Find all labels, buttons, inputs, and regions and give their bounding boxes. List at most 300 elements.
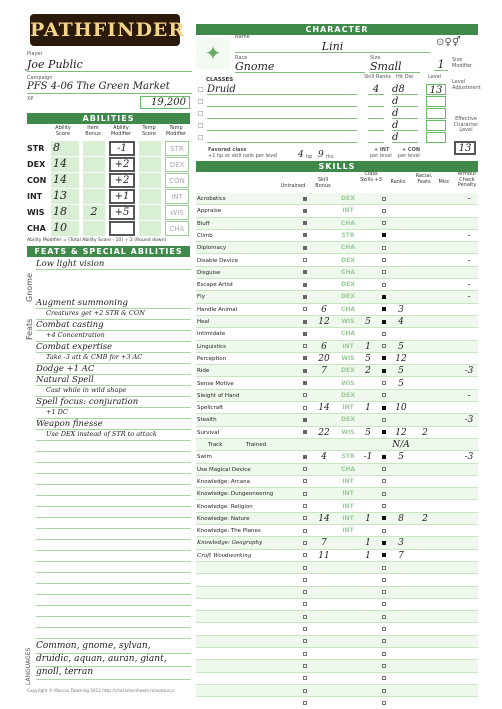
- skill-row[interactable]: [196, 242, 478, 254]
- class-skill-checkbox-icon[interactable]: [382, 218, 386, 230]
- ability-abbrev: WIS: [341, 354, 355, 362]
- feat-description[interactable]: Cast while in wild shape: [36, 386, 191, 397]
- class-checkbox-icon[interactable]: □: [198, 122, 204, 129]
- class-skill-checkbox-icon[interactable]: [382, 476, 386, 488]
- class-ranks-field[interactable]: [368, 132, 384, 143]
- skill-row[interactable]: [196, 599, 478, 611]
- untrained-marker-icon: [303, 279, 307, 291]
- classes-label: CLASSES: [206, 77, 234, 83]
- class-hit-die-field[interactable]: d: [392, 96, 418, 107]
- feat-blank-line[interactable]: [36, 496, 191, 507]
- col-untrained: Untrained: [280, 183, 306, 189]
- feat-blank-line[interactable]: [36, 452, 191, 463]
- armour-check-field[interactable]: -3: [464, 366, 474, 377]
- skill-bonus-field[interactable]: 6: [321, 304, 327, 315]
- armour-check-field[interactable]: -: [467, 230, 471, 241]
- feat-blank-line[interactable]: [36, 507, 191, 518]
- ability-mod-field[interactable]: 1: [365, 513, 371, 524]
- untrained-marker-icon: [303, 451, 307, 463]
- class-skill-checkbox-icon[interactable]: [382, 648, 386, 660]
- feat-description[interactable]: Use DEX instead of STR to attack: [36, 430, 191, 441]
- skill-row[interactable]: [196, 279, 478, 291]
- skill-name: Knowledge: Religion: [197, 503, 253, 510]
- character-name-field[interactable]: Lini: [235, 40, 430, 53]
- item-bonus-field[interactable]: [83, 157, 105, 172]
- class-level-field[interactable]: [426, 132, 446, 143]
- ability-row-wis: [27, 205, 190, 221]
- item-bonus-field[interactable]: 2: [83, 205, 105, 220]
- ability-modifier-field[interactable]: +2: [109, 157, 135, 172]
- ranks-field[interactable]: 5: [398, 378, 404, 389]
- ranks-field[interactable]: 12: [395, 427, 407, 438]
- player-field[interactable]: Joe Public: [27, 58, 192, 72]
- skill-row[interactable]: [196, 550, 478, 562]
- skill-name: Linguistics: [197, 343, 227, 350]
- feat-name[interactable]: Dodge +1 AC: [36, 364, 191, 375]
- skill-row[interactable]: [196, 316, 478, 328]
- class-name-field[interactable]: [207, 96, 357, 107]
- class-skill-checkbox-icon[interactable]: [382, 488, 386, 500]
- feat-blank-line[interactable]: [36, 463, 191, 474]
- feat-name[interactable]: Augment summoning: [36, 298, 191, 309]
- feat-name[interactable]: Weapon finesse: [36, 419, 191, 430]
- skill-row[interactable]: [196, 501, 478, 513]
- class-name-field[interactable]: [207, 120, 357, 131]
- feat-name[interactable]: Combat casting: [36, 320, 191, 331]
- skill-row[interactable]: [196, 587, 478, 599]
- temp-score-field[interactable]: [139, 141, 161, 156]
- size-field[interactable]: Small: [370, 60, 420, 73]
- skill-ranks-label: Skill Ranks: [364, 74, 391, 80]
- feat-description[interactable]: +4 Concentration: [36, 331, 191, 342]
- xp-field[interactable]: 19,200: [140, 96, 190, 109]
- favored-ranks[interactable]: 9: [318, 150, 324, 160]
- class-hit-die-field[interactable]: d: [392, 132, 418, 143]
- temp-modifier-field[interactable]: INT: [165, 189, 189, 204]
- skill-row[interactable]: [196, 304, 478, 316]
- skill-row[interactable]: [196, 476, 478, 488]
- ability-abbrev: CHA: [340, 268, 356, 276]
- skill-row[interactable]: [196, 488, 478, 500]
- ability-abbrev: CHA: [340, 330, 356, 338]
- skill-name: Ride: [197, 368, 210, 375]
- class-skill-checked-icon[interactable]: [382, 304, 386, 316]
- feat-blank-line[interactable]: [36, 617, 191, 628]
- feat-blank-line[interactable]: [36, 595, 191, 606]
- ability-abbrev: STR: [341, 231, 355, 239]
- class-skill-checked-icon[interactable]: [382, 291, 386, 303]
- class-checkbox-icon[interactable]: □: [198, 98, 204, 105]
- ability-name: DEX: [27, 160, 46, 169]
- skill-row[interactable]: [196, 267, 478, 279]
- feat-blank-line[interactable]: [36, 562, 191, 573]
- skill-row[interactable]: [196, 660, 478, 672]
- ability-abbrev: DEX: [341, 391, 355, 399]
- temp-modifier-field[interactable]: WIS: [165, 205, 189, 220]
- skill-row[interactable]: [196, 525, 478, 537]
- temp-modifier-field[interactable]: CON: [165, 173, 189, 188]
- class-skill-checkbox-icon[interactable]: [382, 697, 386, 709]
- feat-blank-line[interactable]: [36, 529, 191, 540]
- untrained-marker-icon: [303, 193, 307, 205]
- ranks-field[interactable]: 3: [398, 538, 404, 549]
- ability-modifier-field[interactable]: -1: [109, 141, 135, 156]
- ability-abbrev: INT: [342, 490, 354, 498]
- class-skill-checkbox-icon[interactable]: [382, 611, 386, 623]
- class-skill-checked-icon[interactable]: [382, 427, 386, 439]
- skill-row[interactable]: [196, 624, 478, 636]
- class-skill-checked-icon[interactable]: [382, 550, 386, 562]
- class-skill-checkbox-icon[interactable]: [382, 525, 386, 537]
- skill-row[interactable]: [196, 328, 478, 340]
- class-skill-checked-icon[interactable]: [382, 513, 386, 525]
- untrained-marker-icon: [303, 230, 307, 242]
- class-level-field[interactable]: 13: [426, 84, 446, 95]
- campaign-field[interactable]: PFS 4-06 The Green Market: [27, 81, 192, 94]
- class-skill-checkbox-icon[interactable]: [382, 599, 386, 611]
- skill-row[interactable]: [196, 291, 478, 303]
- feat-blank-line[interactable]: [36, 551, 191, 562]
- skill-bonus-field[interactable]: 11: [318, 550, 330, 561]
- alignment-gender-icons: ⊙♀⚥: [436, 37, 461, 48]
- ability-mod-field[interactable]: 1: [365, 538, 371, 549]
- untrained-box-icon: [303, 255, 307, 267]
- temp-modifier-field[interactable]: CHA: [165, 221, 189, 236]
- temp-modifier-field[interactable]: STR: [165, 141, 189, 156]
- ranks-field[interactable]: 5: [398, 452, 404, 463]
- feat-blank-line[interactable]: [36, 573, 191, 584]
- untrained-marker-icon: [303, 427, 307, 439]
- class-skill-checkbox-icon[interactable]: [382, 267, 386, 279]
- skill-row[interactable]: [196, 414, 478, 426]
- skill-name: Climb: [197, 232, 213, 239]
- ability-mod-field[interactable]: 5: [365, 353, 371, 364]
- ability-mod-field[interactable]: 5: [365, 427, 371, 438]
- ability-score-field[interactable]: 10: [51, 221, 79, 236]
- class-skill-checkbox-icon[interactable]: [382, 328, 386, 340]
- untrained-marker-icon: [303, 414, 307, 426]
- ranks-field[interactable]: 8: [398, 513, 404, 524]
- feat-description[interactable]: +1 DC: [36, 408, 191, 419]
- col-racial-feats: Racial, Feats: [415, 173, 433, 185]
- class-skill-checked-icon[interactable]: [382, 353, 386, 365]
- feat-name[interactable]: Combat expertise: [36, 342, 191, 353]
- skill-row[interactable]: [196, 537, 478, 549]
- untrained-box-icon: [303, 636, 307, 648]
- class-skill-checkbox-icon[interactable]: [382, 673, 386, 685]
- class-hit-die-field[interactable]: d: [392, 108, 418, 119]
- ability-abbrev: CHA: [340, 244, 356, 252]
- untrained-box-icon: [303, 685, 307, 697]
- gnome-section-label: Gnome: [25, 273, 34, 302]
- ranks-field[interactable]: 5: [398, 366, 404, 377]
- class-skill-checked-icon[interactable]: [382, 537, 386, 549]
- ability-abbrev: WIS: [341, 318, 355, 325]
- ranks-field[interactable]: 4: [398, 317, 404, 327]
- ability-modifier-field[interactable]: +1: [109, 189, 135, 204]
- class-skill-checkbox-icon[interactable]: [382, 242, 386, 254]
- skill-bonus-field[interactable]: 14: [318, 403, 330, 414]
- class-skill-checkbox-icon[interactable]: [382, 414, 386, 426]
- untrained-marker-icon: [303, 365, 307, 377]
- skill-row[interactable]: [196, 697, 478, 709]
- trained-label: Trained: [246, 442, 267, 448]
- class-skill-checkbox-icon[interactable]: [382, 205, 386, 217]
- class-skill-checked-icon[interactable]: [382, 230, 386, 242]
- skill-name: Sense Motive: [197, 380, 234, 387]
- armour-check-field[interactable]: -: [467, 390, 471, 401]
- skill-row[interactable]: [196, 255, 478, 267]
- class-checkbox-icon[interactable]: □: [198, 134, 204, 141]
- class-ranks-field[interactable]: [368, 96, 384, 107]
- temp-modifier-field[interactable]: DEX: [165, 157, 189, 172]
- skill-row[interactable]: [196, 636, 478, 648]
- item-bonus-field[interactable]: [83, 173, 105, 188]
- ability-mod-field[interactable]: 1: [365, 550, 371, 561]
- ability-modifier-field[interactable]: [109, 221, 135, 236]
- character-header: CHARACTER: [196, 24, 478, 35]
- ability-mod-field[interactable]: -1: [363, 452, 373, 463]
- hit-die-label: Hit Die: [396, 74, 414, 80]
- skill-row[interactable]: [196, 218, 478, 230]
- untrained-box-icon: [303, 390, 307, 402]
- feat-name[interactable]: Spell focus: conjuration: [36, 397, 191, 408]
- class-skill-checkbox-icon[interactable]: [382, 390, 386, 402]
- ability-score-field[interactable]: 13: [51, 189, 79, 204]
- temp-score-field[interactable]: [139, 205, 161, 220]
- temp-score-field[interactable]: [139, 157, 161, 172]
- ability-abbrev: DEX: [341, 281, 355, 289]
- racial-feats-field[interactable]: 2: [422, 513, 428, 524]
- class-skill-checkbox-icon[interactable]: [382, 624, 386, 636]
- skill-row[interactable]: [196, 562, 478, 574]
- untrained-box-icon: [303, 562, 307, 574]
- skill-row[interactable]: [196, 648, 478, 660]
- class-skill-checkbox-icon[interactable]: [382, 660, 386, 672]
- skill-row[interactable]: [196, 402, 478, 414]
- feat-blank-line[interactable]: [36, 485, 191, 496]
- ability-abbrev: CHA: [340, 305, 356, 313]
- class-skill-checked-icon[interactable]: [382, 451, 386, 463]
- feat-description[interactable]: Creatures get +2 STR & CON: [36, 309, 191, 320]
- skill-bonus-field[interactable]: 7: [321, 538, 327, 549]
- temp-score-field[interactable]: [139, 173, 161, 188]
- skill-row[interactable]: [196, 230, 478, 242]
- feat-blank-line[interactable]: [36, 606, 191, 617]
- ability-modifier-field[interactable]: +5: [109, 205, 135, 220]
- ecl-label: Effective Character Level: [453, 116, 479, 133]
- class-skill-checkbox-icon[interactable]: [382, 562, 386, 574]
- ranks-field[interactable]: 12: [395, 353, 407, 364]
- class-hit-die-field[interactable]: d: [392, 120, 418, 131]
- skill-row[interactable]: [196, 685, 478, 697]
- size-label: Size: [370, 55, 381, 61]
- col-ranks: Ranks: [390, 179, 406, 185]
- race-field[interactable]: Gnome: [235, 60, 365, 73]
- skill-bonus-field[interactable]: 6: [321, 341, 327, 352]
- language-line[interactable]: druidic, aquan, auran, giant,: [36, 654, 191, 667]
- untrained-box-icon: [303, 341, 307, 353]
- armour-check-field[interactable]: -: [467, 292, 471, 303]
- skill-row[interactable]: [196, 673, 478, 685]
- size-modifier-field[interactable]: 1: [434, 58, 448, 71]
- untrained-box-icon: [303, 673, 307, 685]
- col-item-bonus: Item Bonus: [85, 125, 101, 137]
- skill-row[interactable]: [196, 341, 478, 353]
- class-ranks-field[interactable]: [368, 108, 384, 119]
- ability-score-field[interactable]: 14: [51, 157, 79, 172]
- class-skill-checkbox-icon[interactable]: [382, 685, 386, 697]
- temp-score-field[interactable]: [139, 189, 161, 204]
- class-level-field[interactable]: [426, 120, 446, 131]
- feat-blank-line[interactable]: [36, 441, 191, 452]
- class-level-field[interactable]: [426, 96, 446, 107]
- language-line[interactable]: gnoll, terran: [36, 667, 191, 680]
- skill-bonus-field[interactable]: 12: [318, 317, 330, 327]
- untrained-marker-icon: [303, 242, 307, 254]
- ability-mod-field[interactable]: 5: [365, 317, 371, 327]
- class-level-field[interactable]: [426, 108, 446, 119]
- armour-check-field[interactable]: -: [467, 194, 471, 204]
- skill-row[interactable]: [196, 390, 478, 402]
- skill-row[interactable]: [196, 205, 478, 217]
- feat-blank-line[interactable]: [36, 584, 191, 595]
- ranks-field[interactable]: N/A: [392, 440, 410, 450]
- untrained-box-icon: [303, 525, 307, 537]
- class-skill-checked-icon[interactable]: [382, 402, 386, 414]
- feat-blank-line[interactable]: [36, 518, 191, 529]
- ability-mod-field[interactable]: 1: [365, 341, 371, 352]
- ecl-field[interactable]: 13: [454, 141, 476, 155]
- track-label: Track: [208, 442, 223, 448]
- ability-row-cha: [27, 221, 190, 237]
- class-skill-checkbox-icon[interactable]: [382, 574, 386, 586]
- class-hit-die-field[interactable]: d8: [392, 84, 418, 95]
- ability-abbrev: DEX: [341, 367, 355, 375]
- class-ranks-field[interactable]: 4: [368, 84, 384, 95]
- armour-check-field[interactable]: -3: [464, 415, 474, 426]
- skill-row[interactable]: [196, 439, 478, 451]
- untrained-box-icon: [303, 550, 307, 562]
- skill-row[interactable]: [196, 464, 478, 476]
- ability-abbrev: INT: [342, 342, 354, 350]
- abilities-header: ABILITIES: [27, 113, 190, 124]
- ability-abbrev: DEX: [341, 293, 355, 301]
- class-checkbox-icon[interactable]: □: [198, 86, 204, 93]
- skill-name: Spellcraft: [197, 405, 224, 412]
- class-name-field[interactable]: [207, 132, 357, 143]
- feat-description[interactable]: Take -3 att & CMB for +3 AC: [36, 353, 191, 364]
- feat-blank-line[interactable]: [36, 540, 191, 551]
- ranks-field[interactable]: 5: [398, 341, 404, 352]
- item-bonus-field[interactable]: [83, 189, 105, 204]
- col-armour-check: Armour Check Penalty: [457, 171, 477, 188]
- skill-name: Appraise: [197, 208, 222, 215]
- skill-bonus-field[interactable]: 7: [321, 366, 327, 377]
- languages-label: LANGUAGES: [25, 647, 32, 685]
- class-skill-checked-icon[interactable]: [382, 316, 386, 328]
- class-skill-checkbox-icon[interactable]: [382, 193, 386, 205]
- ability-score-field[interactable]: 14: [51, 173, 79, 188]
- skill-row[interactable]: [196, 451, 478, 463]
- skill-row[interactable]: [196, 378, 478, 390]
- ability-mod-field[interactable]: 1: [365, 403, 371, 414]
- ability-name: CON: [27, 176, 47, 185]
- favored-hp[interactable]: 4: [298, 150, 304, 160]
- class-skill-checkbox-icon[interactable]: [382, 255, 386, 267]
- skill-row[interactable]: [196, 427, 478, 439]
- class-skill-checkbox-icon[interactable]: [382, 636, 386, 648]
- favored-ranks-unit: rks: [326, 154, 334, 160]
- ranks-field[interactable]: 10: [395, 403, 407, 414]
- ranks-field[interactable]: 7: [398, 550, 404, 561]
- class-skill-checkbox-icon[interactable]: [382, 587, 386, 599]
- feat-blank-line[interactable]: [36, 628, 191, 639]
- gnome-trait-line[interactable]: Low light vision: [36, 259, 191, 270]
- class-skill-checkbox-icon[interactable]: [382, 279, 386, 291]
- item-bonus-field[interactable]: [83, 141, 105, 156]
- character-emblem-icon: ✦: [196, 37, 230, 69]
- ability-name: CHA: [27, 224, 46, 233]
- untrained-box-icon: [303, 611, 307, 623]
- skill-bonus-field[interactable]: 4: [321, 452, 327, 463]
- con-sub: per level: [398, 153, 420, 159]
- skill-bonus-field[interactable]: 22: [318, 427, 330, 438]
- feat-name[interactable]: Natural Spell: [36, 375, 191, 386]
- class-skill-checkbox-icon[interactable]: [382, 341, 386, 353]
- ranks-field[interactable]: 3: [398, 304, 404, 315]
- language-line[interactable]: Common, gnome, sylvan,: [36, 641, 191, 654]
- class-skill-checked-icon[interactable]: [382, 365, 386, 377]
- skill-bonus-field[interactable]: 14: [318, 513, 330, 524]
- class-checkbox-icon[interactable]: □: [198, 110, 204, 117]
- skill-name: Knowledge: The Planes: [197, 528, 261, 535]
- temp-score-field[interactable]: [139, 221, 161, 236]
- skill-row[interactable]: [196, 353, 478, 365]
- skill-row[interactable]: [196, 365, 478, 377]
- class-ranks-field[interactable]: [368, 120, 384, 131]
- untrained-box-icon: [303, 574, 307, 586]
- class-skill-checkbox-icon[interactable]: [382, 378, 386, 390]
- armour-check-field[interactable]: -: [467, 255, 471, 266]
- ability-abbrev: INT: [342, 404, 354, 412]
- ability-abbrev: DEX: [341, 416, 355, 424]
- skill-row[interactable]: [196, 574, 478, 586]
- feat-blank-line[interactable]: [36, 474, 191, 485]
- class-skill-checkbox-icon[interactable]: [382, 464, 386, 476]
- ability-modifier-field[interactable]: +2: [109, 173, 135, 188]
- class-name-field[interactable]: Druid: [207, 84, 357, 95]
- skill-row[interactable]: [196, 513, 478, 525]
- skill-bonus-field[interactable]: 20: [318, 353, 330, 364]
- untrained-marker-icon: [303, 316, 307, 328]
- racial-feats-field[interactable]: 2: [422, 427, 428, 438]
- class-skill-checkbox-icon[interactable]: [382, 501, 386, 513]
- ability-score-field[interactable]: 18: [51, 205, 79, 220]
- armour-check-field[interactable]: -3: [464, 452, 474, 463]
- item-bonus-field[interactable]: [83, 221, 105, 236]
- skill-row[interactable]: [196, 611, 478, 623]
- untrained-box-icon: [303, 624, 307, 636]
- skill-row[interactable]: [196, 193, 478, 205]
- skill-name: Disable Device: [197, 257, 238, 264]
- class-name-field[interactable]: [207, 108, 357, 119]
- armour-check-field[interactable]: -: [467, 280, 471, 291]
- ability-mod-field[interactable]: 2: [365, 366, 371, 377]
- ability-score-field[interactable]: 8: [51, 141, 79, 156]
- ability-abbrev: INT: [342, 477, 354, 485]
- campaign-label: Campaign: [27, 75, 53, 81]
